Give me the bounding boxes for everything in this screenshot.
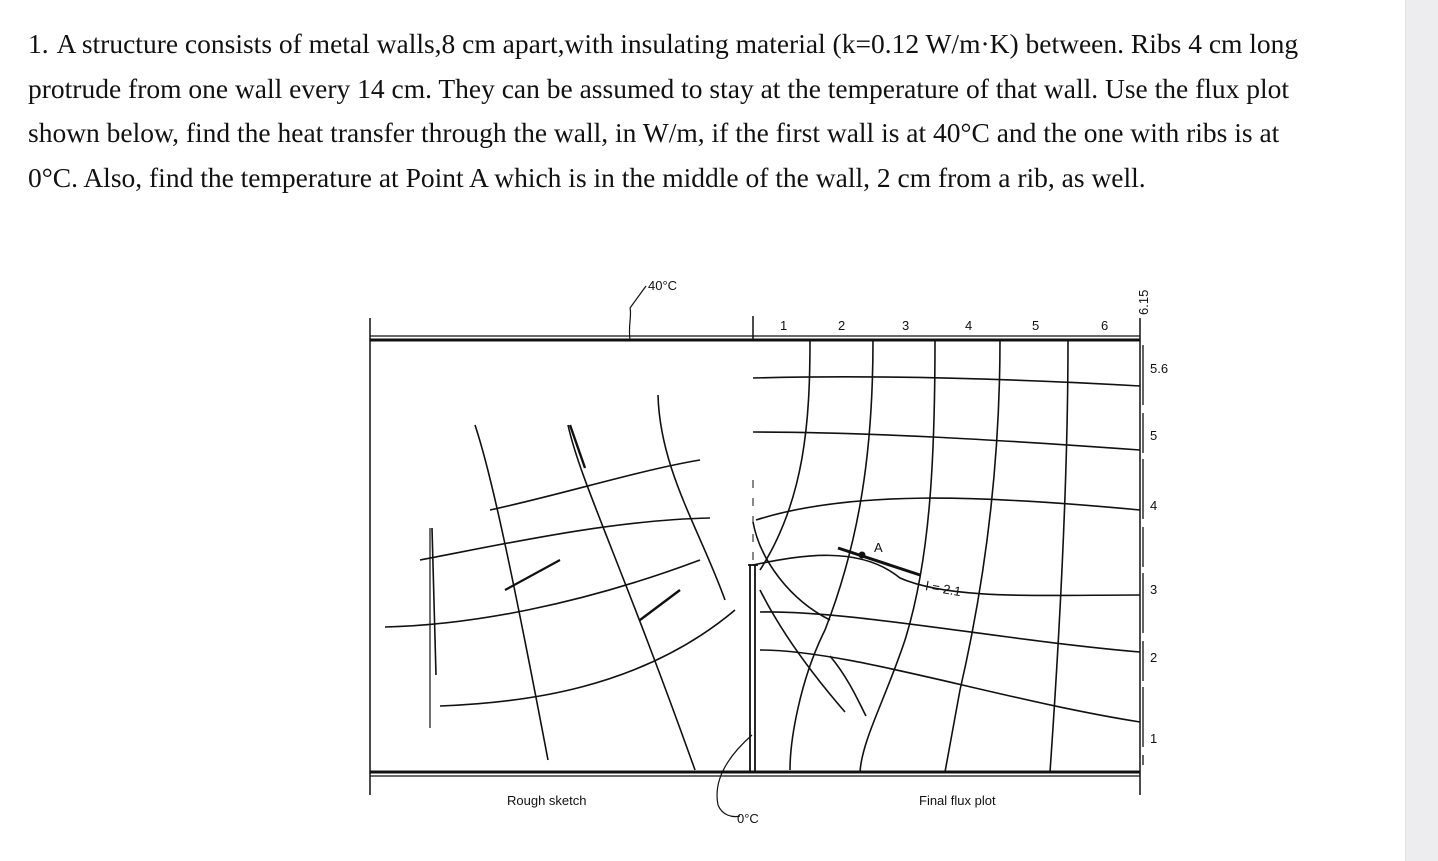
flux-plot-svg (340, 268, 1210, 838)
streamline-label: l = 2.1 (924, 578, 963, 600)
flux-plot-figure (340, 268, 1210, 838)
side-label-2: 2 (1150, 650, 1158, 665)
side-label-5: 5 (1150, 428, 1158, 443)
top-wall-temp: 40°C (648, 278, 678, 293)
flux-channel-5: 5 (1032, 318, 1040, 333)
flux-channel-4: 4 (965, 318, 973, 333)
flux-channel-1: 1 (780, 318, 788, 333)
problem-statement (28, 22, 1328, 200)
rough-sketch-lines (385, 286, 752, 817)
left-caption: Rough sketch (507, 793, 587, 808)
top-right-label: 6.15 (1136, 289, 1151, 315)
side-label-5-6: 5.6 (1150, 361, 1169, 376)
right-scrollbar-gutter[interactable] (1405, 0, 1438, 861)
bottom-wall-temp: 0°C (737, 811, 759, 826)
side-label-3: 3 (1150, 582, 1158, 597)
flux-channel-6: 6 (1101, 318, 1109, 333)
flux-channel-3: 3 (902, 318, 910, 333)
side-label-1: 1 (1150, 731, 1158, 746)
problem-text: A structure consists of metal walls,8 cm apart,with insulating material (k=0.12 W/m·K) between. Ribs 4 cm long protrude from one wall every 14 cm. They can be assumed to stay at the temperature of that wall. Use the flux plot shown below, find the heat transfer through the wall, in W/m, if the first wall is at 40°C and the one with ribs is at 0°C. Also, find the temperature at Point A which is in the middle of the wall, 2 cm from a rib, as well. (28, 28, 1299, 193)
final-flux-plot-lines (753, 340, 1140, 772)
point-a-label: A (874, 540, 883, 555)
flux-channel-2: 2 (838, 318, 846, 333)
side-label-4: 4 (1150, 498, 1158, 513)
right-caption: Final flux plot (919, 793, 996, 808)
problem-number: 1. (28, 28, 49, 59)
